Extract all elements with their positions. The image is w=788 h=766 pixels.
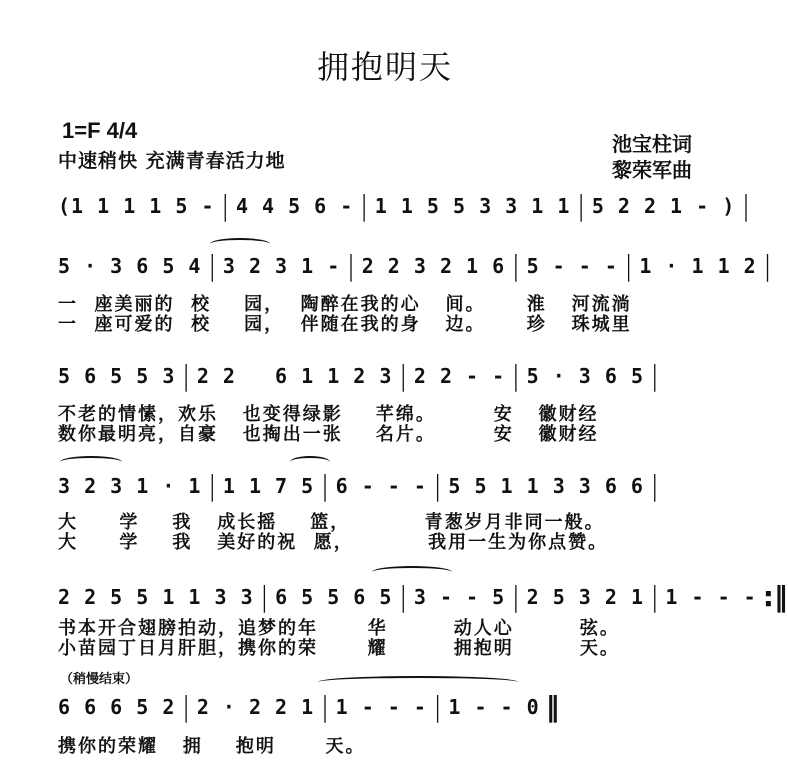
measure: 3 2 3 1 · 1 — [58, 474, 202, 498]
measure: 2 5 3 2 1 — [526, 584, 644, 609]
measure: 4 4 5 6 - — [235, 194, 354, 218]
lyricist-credit: 池宝柱词 — [612, 132, 692, 156]
measure: 2 2 3 2 1 6 — [361, 254, 506, 278]
measure: 6 6 6 5 2 — [58, 694, 176, 719]
slur — [210, 238, 270, 250]
measure: 5 - - - — [526, 254, 618, 278]
composer-credit: 黎荣军曲 — [612, 158, 692, 182]
staff-row-4 — [58, 469, 730, 502]
bar-line: | — [511, 249, 521, 282]
bar-line: | — [320, 689, 330, 723]
lyric-line: 不老的情愫，欢乐 也变得绿影 芊绵。 安 徽财经 — [58, 404, 599, 425]
staff-row-1 — [58, 189, 751, 222]
staff-row-5 — [58, 579, 788, 613]
lyric-line: 大 学 我 美好的祝 愿， 我用一生为你点赞。 — [58, 532, 609, 553]
staff-row-6 — [58, 690, 730, 723]
measure: 1 1 5 5 3 3 1 1 — [374, 194, 571, 218]
measure: 1 1 7 5 — [222, 474, 315, 498]
measure: 1 - - 0 — [448, 694, 540, 719]
lyric-line: 大 学 我 成长摇 篮， 青葱岁月非同一般。 — [58, 512, 605, 533]
song-title: 拥抱明天 — [316, 48, 453, 86]
measure: 2 2 6 1 1 2 3 — [196, 364, 393, 388]
bar-line: | — [649, 579, 660, 613]
lyric-line: 一 座美丽的 校 园， 陶醉在我的心 间。 淮 河流淌 — [58, 294, 632, 315]
lyric-line: 一 座可爱的 校 园， 伴随在我的身 边。 珍 珠城里 — [58, 314, 632, 335]
measure: 6 - - - — [335, 474, 427, 498]
slur — [290, 456, 330, 468]
measure: 2 2 5 5 1 1 3 3 — [58, 584, 254, 609]
measure: 5 2 2 1 - ) — [591, 194, 736, 218]
measure: 5 · 3 6 5 4 — [58, 254, 202, 278]
tie — [318, 676, 518, 688]
bar-line: | — [220, 189, 230, 222]
bar-line: | — [511, 579, 521, 613]
bar-line: | — [207, 469, 217, 502]
bar-line: | — [398, 359, 408, 392]
measure: 3 2 3 1 - — [222, 254, 341, 278]
measure: 5 6 5 5 3 — [58, 364, 176, 388]
measure: 2 2 - - — [413, 364, 506, 388]
bar-line: | — [623, 249, 634, 282]
measure: 6 5 5 6 5 — [275, 584, 393, 609]
lyric-line: 小苗园丁日月肝胆，携你的荣 耀 拥抱明 天。 — [58, 638, 620, 659]
bar-line: | — [259, 579, 270, 613]
bar-line: | — [398, 579, 408, 613]
measure: 5 5 1 1 3 3 6 6 — [448, 474, 644, 498]
measure: 1 - - - — [335, 694, 427, 719]
lyric-line: 数你最明亮，自豪 也掏出一张 名片。 安 徽财经 — [58, 424, 599, 445]
bar-line: | — [741, 189, 751, 222]
slur — [372, 566, 452, 578]
bar-line: | — [181, 689, 191, 723]
key-signature: 1=F 4/4 — [62, 118, 138, 143]
slur — [60, 456, 122, 468]
bar-line: | — [649, 469, 660, 502]
bar-line: | — [576, 189, 586, 222]
measure: 5 · 3 6 5 — [526, 364, 644, 388]
lyric-line: 书本开合翅膀拍动，追梦的年 华 动人心 弦。 — [58, 618, 620, 639]
bar-line: | — [346, 249, 356, 282]
lyric-line: 携你的荣耀 拥 抱明 天。 — [58, 736, 366, 757]
measure: 1 - - - — [665, 584, 757, 609]
measure: 2 · 2 2 1 — [196, 694, 315, 719]
bar-line: | — [181, 359, 191, 392]
measure: 1 · 1 1 2 — [639, 254, 757, 278]
bar-line: | — [432, 469, 443, 502]
repeat-bar: :‖ — [762, 580, 788, 613]
bar-line: | — [432, 689, 443, 723]
staff-row-3 — [58, 359, 730, 392]
final-bar: ‖ — [545, 690, 560, 723]
bar-line: | — [320, 469, 330, 502]
bar-line: | — [207, 249, 217, 282]
measure: 3 - - 5 — [413, 584, 506, 609]
bar-line: | — [359, 189, 369, 222]
bar-line: | — [649, 359, 660, 392]
staff-row-2 — [58, 249, 773, 282]
tempo-marking: 中速稍快 充满青春活力地 — [58, 150, 286, 172]
bar-line: | — [511, 359, 521, 392]
ending-note: （稍慢结束） — [60, 672, 139, 687]
measure: (1 1 1 1 5 - — [58, 194, 215, 218]
bar-line: | — [762, 249, 773, 282]
